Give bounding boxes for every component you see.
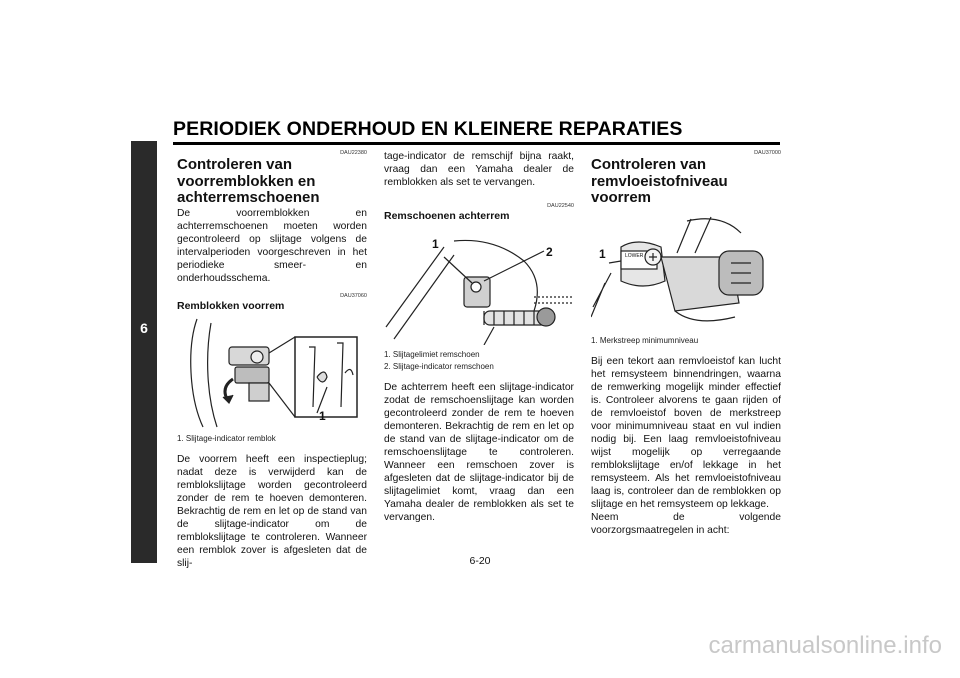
doc-code: DAU22380 [340,150,367,156]
intro-paragraph: De voorremblokken en achterremschoenen moeten worden gecontroleerd op slijtage volgens de intervalperioden voorgeschreven in het periodieke smeer- en onderhoudsschema. [177,207,367,284]
figure-caption: 2. Slijtage-indicator remschoen [384,362,494,371]
figure-callout: 2 [546,245,553,259]
subsection-title-front-brake: Remblokken voorrem [177,299,285,312]
brake-fluid-paragraph: Bij een tekort aan remvloeistof kan lucht het remsysteem binnendringen, waarna de remwerking mogelijk minder effectief is. Controleer alvorens te gaan rijden of de remvloeistof boven de merkstreep voor minimumniveau staat en vul indien nodig bij. Een laag remvloeistofniveau wijst mogelijk op verregaande remblokslijtage en/of lekkage in het remsysteem. Als het remvloeistofniveau laag is, controleer dan de remblokken op slijtage en het remsysteem op lekkage. [591,355,781,510]
doc-code: DAU22540 [547,203,574,209]
figure-callout: 1 [319,408,326,423]
reservoir-label: LOWER [625,252,644,259]
figure-caption: 1. Slijtage-indicator remblok [177,433,276,443]
figure-callout: 1 [432,237,439,251]
chapter-number: 6 [140,320,148,336]
page-number: 6-20 [469,555,491,567]
section-title-brake-pads: Controleren van voorremblokken en achterremschoenen [177,156,320,206]
continued-paragraph: tage-indicator de remschijf bijna raakt, vraag dan een Yamaha dealer de remblokken als set te vervangen. [384,151,574,188]
brake-fluid-figure [591,213,781,331]
chapter-tab [131,141,157,563]
rear-brake-figure [384,227,574,345]
doc-code: DAU37000 [754,150,781,156]
figure-callout: 1 [599,246,606,261]
section-title-brake-fluid: Controleren van remvloeistofniveau voorrem [591,156,728,206]
watermark-text: carmanualsonline.info [708,632,942,659]
front-brake-paragraph: De voorrem heeft een inspectieplug; nadat deze is verwijderd kan de remblokslijtage worden gecontroleerd zonder de rem te hoeven demonteren. Bekrachtig de rem en let op de stand van de slijtage-indicator om de remblokslijtage te controleren. Wanneer een remblok zover is afgesleten dat de slij- [177,453,367,569]
subsection-title-rear-brake: Remschoenen achterrem [384,210,510,222]
rear-brake-paragraph: De achterrem heeft een slijtage-indicator zodat de remschoenslijtage kan worden gecontroleerd zonder de rem te hoeven demonteren. Bekrachtig de rem en let op de stand van de slijtage-indicator om de remschoenslijtage te controleren. Wanneer een remschoen zover is afgesleten dat de slijtage-indicator bij de slijtagelimiet komt, vraag dan een Yamaha dealer de remblokken als set te vervangen. [384,382,574,523]
doc-code: DAU37060 [340,292,367,299]
column-3 [591,150,781,537]
figure-caption: 1. Merkstreep minimumniveau [591,335,699,345]
header-rule [173,142,780,145]
column-1 [177,150,367,570]
page-header: PERIODIEK ONDERHOUD EN KLEINERE REPARATIES [173,118,683,140]
figure-caption: 1. Slijtagelimiet remschoen [384,350,480,359]
precautions-intro: Neem de volgende voorzorgsmaatregelen in acht: [591,511,781,536]
front-brake-figure [177,317,367,429]
column-2 [384,150,574,524]
